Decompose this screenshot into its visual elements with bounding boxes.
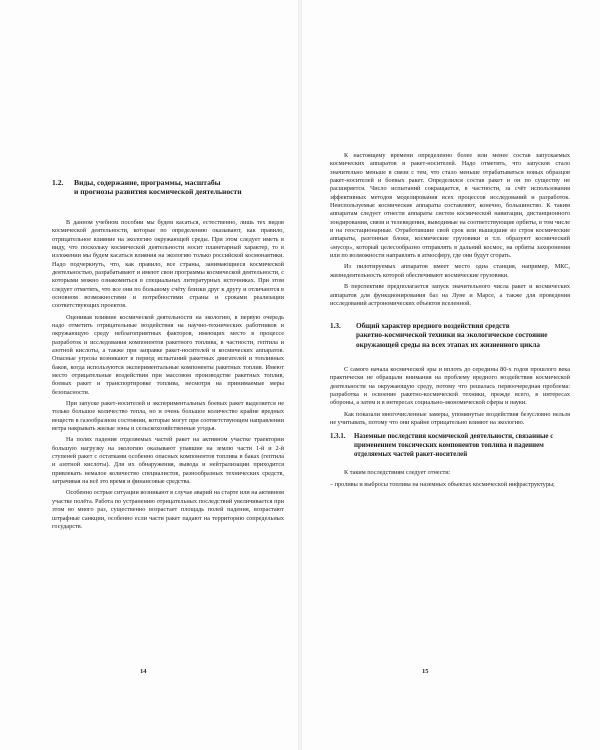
section-title-line-1: Виды, содержание, программы, масштабы	[74, 178, 221, 187]
subsection-heading-1-3-1	[330, 433, 570, 459]
subsection-title-line-2: применением токсических компонентов топлива и падением	[354, 441, 544, 449]
paragraph: Оценивая влияние космической деятельности на экологию, в первую очередь надо отметить отрицательные воздействия на научно-технических работников и окружающую среду неблагоприятных факторов, имеющих место в процессе разработок и исследования компонентов ракетного топлива, в частности, гептила и азотной кислоты, а также при заправке ракет-носителей и космических аппаратов. Опасные угрозы возникают в период испытаний ракетных двигателей и топливных баков, когда используются экспериментальные компоненты ракетных топлив. Имеют место отрицательные воздействия при массовом производстве ракетных топлив, боевых ракет и транспортировке топлива, несмотря на принимаемые меры безопасности.	[52, 313, 284, 396]
paragraph: В данном учебном пособии мы будем касаться, естественно, лишь тех видов космической деятельности, которые по определению оказывают, как правило, отрицательное влияние на экологию окружающей среды. При этом следует иметь в виду, что поскольку космической деятельности носит планетарный характер, то в изложении мы будем касаться влияния на экологию только российской космонавтики. Надо подчеркнуть, что, как правило, все страны, занимающиеся космической деятельностью, разрабатывают и имеют свои программы космической деятельности, с которыми можно ознакомиться в специальных литературных источниках. При этом следует отметить, что все они по большому счёту близки друг к другу и отличаются в основном возможностями и потребностями страны и сроками реализации соответствующих проектов.	[52, 218, 284, 310]
subsection-title-line-1: Наземные последствия космической деятельности, связанные с	[354, 433, 554, 441]
right-page	[302, 0, 600, 750]
page-number: 15	[422, 668, 429, 675]
left-page-content	[52, 178, 284, 652]
paragraph: К настоящему времени определенно более или менее состав запускаемых космических аппаратов и ракет-носителей. Надо отметить, что запусков стало значительно меньше в связи с тем, что стало меньше отрабатываться новых образцов ракет-носителей и боевых ракет. Определился состав ракет и он по существу не расширяется. Число испытаний сокращается, в частности, за счёт использования эффективных методов моделирования всех процессов исследований и разработок. Неиспользуемые космические аппараты составляют, конечно, большинство. К таким аппаратам следует отнести аппараты систем космической навигации, дистанционного зондирования, связи и телевидения, выводимые на соответствующие орбиты, в том числе и на геостационарные. Отработавшие свой срок или вышедшие из строя космические аппараты, разгонные блоки, космические грузовики и т.п. образуют космический «мусор», который целесообразно отправлять в дальний космос, на орбиты захоронения или по возможности направлять в атмосферу, где они будут сгорать.	[330, 152, 570, 260]
paragraph: При запуске ракет-носителей и экспериментальных боевых ракет выделяется не только большое количество тепла, но и очень большое количество крайне вредных веществ в газообразном состоянии, которые могут при соответствующем направлении ветра накрывать жилые зоны и сельскохозяйственные угодья.	[52, 400, 284, 433]
paragraph: На полях падения отделяемых частей ракет на активном участке траектории большую нагрузку на экологию оказывают упавшие на землю части 1-й и 2-й ступеней ракет с остатками особенно опасных компонентов топлива в баках (гептила и азотной кислоты). Для их обнаружения, вывода и нейтрализации приходится привлекать немалое количество специалистов, разнообразных технических средств, затрачивая на всё это время и финансовые средства.	[52, 436, 284, 486]
paragraph: К таким последствиям следует отнести:	[344, 469, 451, 477]
section-title-line-2: и прогнозы развития космической деятельности	[74, 187, 242, 197]
page-number: 14	[140, 668, 147, 675]
section-number: 1.3.	[330, 322, 341, 331]
paragraph: Как показали многочисленные замеры, упомянутые воздействия безусловно нельзя не учитывать, потому что они крайне отрицательно влияют на экологию.	[330, 410, 570, 426]
section-title-line-2: ракетно-космической техники на экологическое состояние	[356, 331, 548, 340]
subsection-title-line-3: отделяемых частей ракет-носителей	[354, 450, 468, 458]
section-number: 1.2.	[52, 178, 64, 187]
right-page-content	[330, 152, 570, 652]
paragraph: Особенно острые ситуации возникают в случае аварий на старте или на активном участке полёта. Работа по устранению отрицательных последствий увеличивается при этом во много раз, существенно возрастает площадь полей падения, возрастают штрафные санкции, особенно если части ракет падают на территорию сопредельных государств.	[52, 489, 284, 530]
paragraph: Из пилотируемых аппаратов имеет место одна станция, например, МКС, жизнедеятельность которой обеспечивают космические грузовики.	[330, 263, 570, 279]
subsection-number: 1.3.1.	[330, 433, 346, 441]
section-heading-1-2	[52, 178, 284, 197]
paragraph: С самого начала космической эры и вплоть до середины 80-х годов прошлого века практически не обращали внимания на проблему вредного воздействия космической деятельности на окружающую среду, потому что решалась первоочередная проблема: разработка и освоение ракетно-космической техники, прежде всего, в интересах обороны, а затем и в интересах социально-экономической сферы и науки.	[330, 365, 570, 407]
section-heading-1-3	[330, 322, 570, 350]
section-title-line-3: окружающей среды на всех этапах их жизненного цикла	[356, 340, 541, 349]
list-item: – проливы и выбросы топлива на наземных объектах космической инфраструктуры;	[330, 480, 555, 488]
section-title-line-1: Общий характер вредного воздействия средств	[356, 322, 510, 331]
paragraph: В перспективе предполагается запуск значительного числа ракет и космических аппаратов для функционирования баз на Луне и Марсе, а также для проведения исследований астрономических объектов вселенной.	[330, 283, 570, 307]
left-page	[0, 0, 298, 750]
